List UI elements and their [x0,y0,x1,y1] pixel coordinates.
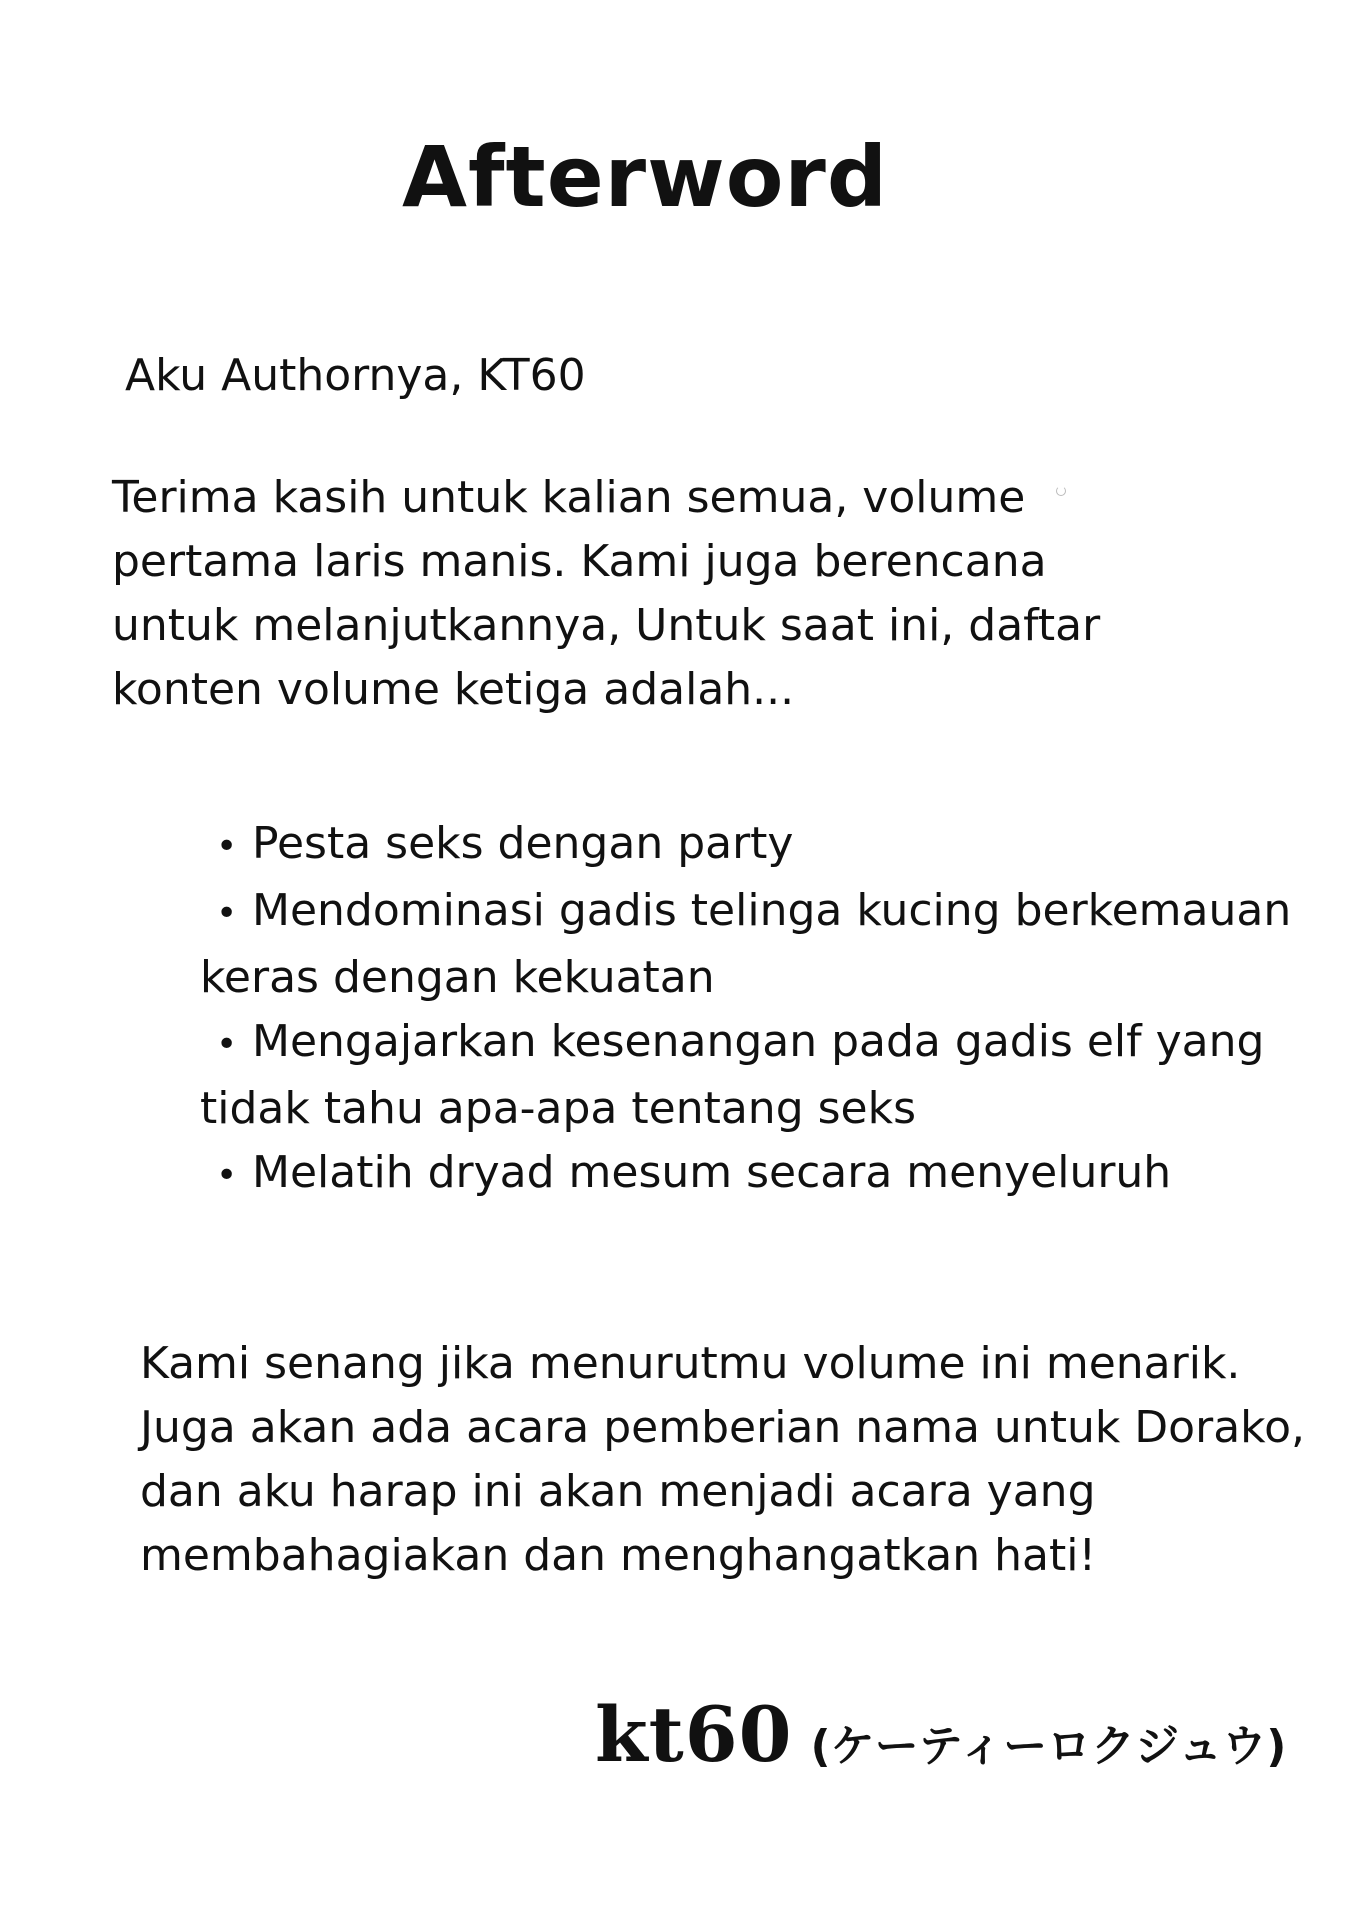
list-item-text: Melatih dryad mesum secara menyeluruh [252,1147,1172,1198]
list-item [200,812,1220,879]
bullet-icon: • [216,893,238,934]
author-line: Aku Authornya, KT60 [125,350,586,401]
list-item [200,879,1292,1010]
intro-line: pertama laris manis. Kami juga berencana [112,536,1047,587]
list-item [200,1141,1220,1208]
intro-line: Terima kasih untuk kalian semua, volume [112,472,1026,523]
closing-line: Juga akan ada acara pemberian nama untuk Dorako, [140,1402,1305,1453]
page-title: Afterword [402,128,888,226]
closing-paragraph [140,1332,1305,1588]
intro-line: untuk melanjutkannya, Untuk saat ini, daftar [112,600,1101,651]
bullet-icon: • [216,1024,238,1065]
author-signature [595,1690,1286,1779]
closing-line: Kami senang jika menurutmu volume ini menarik. [140,1338,1241,1389]
bullet-icon: • [216,1155,238,1196]
signature-name: kt60 [595,1690,793,1779]
list-item-text: Mendominasi gadis telinga kucing berkemauan [252,885,1292,936]
closing-line: dan aku harap ini akan menjadi acara yang [140,1466,1096,1517]
closing-line: membahagiakan dan menghangatkan hati! [140,1530,1097,1581]
intro-line: konten volume ketiga adalah... [112,664,795,715]
bullet-icon: • [216,826,238,867]
list-item-text: Pesta seks dengan party [252,818,794,869]
list-item [200,1010,1265,1141]
signature-reading: (ケーティーロクジュウ) [810,1721,1287,1772]
list-item-continuation: keras dengan kekuatan [200,952,715,1003]
volume-contents-list [200,812,1292,1208]
list-item-continuation: tidak tahu apa-apa tentang seks [200,1083,917,1134]
list-item-text: Mengajarkan kesenangan pada gadis elf yang [252,1016,1265,1067]
intro-paragraph [112,466,1152,722]
